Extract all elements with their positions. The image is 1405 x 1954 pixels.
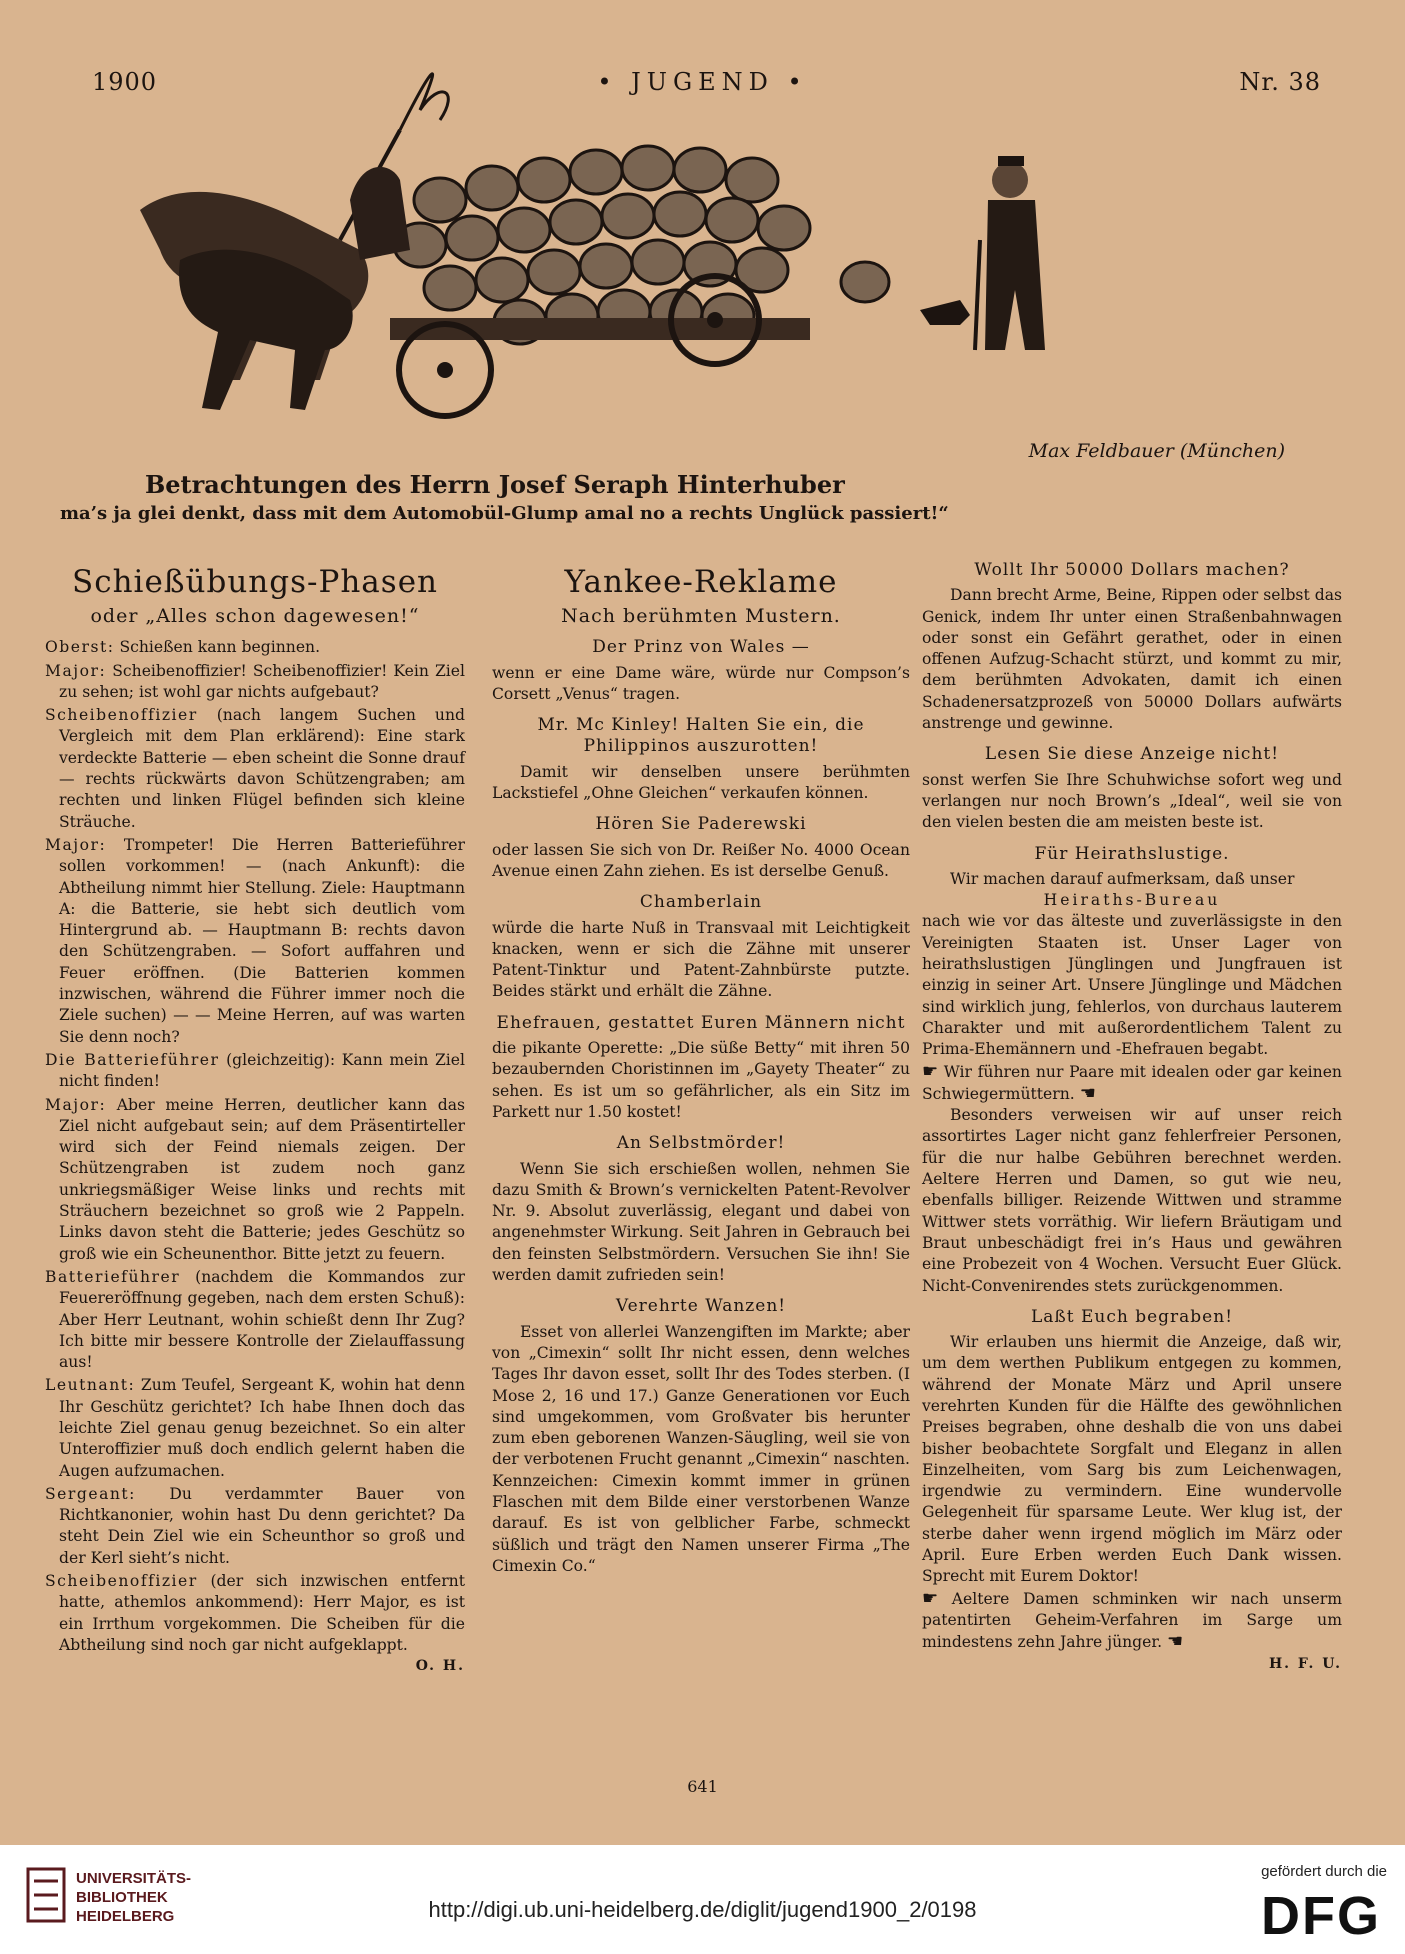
column-schiessuebung [45,560,465,1678]
ad-text: Besonders verweisen wir auf unser reich assortirtes Lager nicht ganz fehlerfreier Personen, für die nur halbe Gebühren berechnet werden. Aeltere Herren und Damen, so gut wie neu, ebenfalls billiger. Reizende Wittwen und stramme Wittwer stets vorräthig. Wir liefern Bräutigam und Braut unbeschädigt frei in’s Haus und gewähren eine Probezeit von 4 Wochen. Versucht Euer Glück. Nicht-Convenirendes stets zurückgenommen. [922,1106,1342,1295]
issue-year: 1900 [92,68,158,96]
ad-text: Wir erlauben uns hiermit die Anzeige, daß wir, um dem werthen Publikum entgegen zu kommen, während der Monate März und April unsere verehrten Kunden für die Hälfte des gewöhnlichen Preises begraben, ohne deshalb die von uns dabei bisher beobachtete Sorgfalt und Eleganz in allen Einzelheiten, vom Sarg bis zum Leichenwagen, irgendwie zu vermindern. Eine wundervolle Gelegenheit für sparsame Leute. Wer klug ist, der sterbe daher wenn irgend möglich im März oder April. Eure Erben werden Euch Dank wissen. Sprecht mit Eurem Doktor! [922,1333,1342,1586]
dialogue-line: Oberst: Schießen kann beginnen. [45,638,321,657]
page-number: 641 [687,1777,718,1796]
institution-name: UNIVERSITÄTS- BIBLIOTHEK HEIDELBERG [76,1870,192,1925]
ad-heading: Chamberlain [639,892,763,913]
pointing-hand-icon: ☚ [1079,1082,1096,1104]
dialogue-line: Major: Scheibenoffizier! Scheibenoffizier! Kein Ziel zu sehen; ist wohl gar nichts aufgebaut? [45,661,465,701]
pointing-hand-icon: ☚ [1167,1631,1184,1653]
author-signature: O. H. [415,1658,465,1675]
column-anzeigen [922,560,1342,1675]
column-yankee-reklame [492,560,910,1577]
caption-title: Betrachtungen des Herrn Josef Seraph Hinterhuber [145,470,845,499]
dialogue-line: Leutnant: Zum Teufel, Sergeant K, wohin hat denn Ihr Geschütz gerichtet? Ich habe Ihnen doch das leichte Ziel genau genug bezeichnet. So ein alter Unteroffizier muß doch endlich gelernt haben die Augen aufzumachen. [45,1376,465,1480]
ad-text: Dann brecht Arme, Beine, Rippen oder selbst das Genick, indem Ihr unter einen Straßenbahnwagen oder sonst ein Gefährt gerathet, oder in einen offenen Aufzug-Schacht stürzt, und kommt zu mir, dem berühmten Advokaten, damit ich einen Schadenersatzprozeß von 50000 Dollars aufwärts anstrenge und gewinne. [922,586,1342,733]
ad-text: wenn er eine Dame wäre, würde nur Compson’s Corsett „Venus“ tragen. [492,663,910,703]
ad-heading: Für Heirathslustige. [1034,843,1230,864]
article-subtitle: oder „Alles schon dagewesen!“ [90,605,420,627]
ad-text: Wir machen darauf aufmerksam, daß unser [950,869,1295,888]
ad-text: sonst werfen Sie Ihre Schuhwichse sofort weg und verlangen nur noch Brown’s „Ideal“, weil sie von den vielen besten die am meisten beste ist. [922,770,1342,832]
ad-text: würde die harte Nuß in Transvaal mit Leichtigkeit knacken, wenn er sich die Zähne mit unserer Patent-Tinktur und Patent-Zahnbürste putzte. Beides stärkt und erhält die Zähne. [492,918,910,1001]
dialogue-line: Major: Aber meine Herren, deutlicher kann das Ziel nicht aufgebaut sein; auf dem Präsentirteller wird sich der Feind niemals zeigen. Der Schützengraben ist zudem noch ganz unkriegsmäßiger Weise links und rechts mit Sträuchern bezeichnet so groß wie 2 Pappeln. Links davon steht die Batterie; jedes Geschütz so groß wie ein Scheunenthor. Bitte jetzt zu feuern. [45,1095,465,1263]
ad-text: oder lassen Sie sich von Dr. Reißer No. 4000 Ocean Avenue einen Zahn ziehen. Es ist derselbe Genuß. [492,840,910,880]
ad-text: Esset von allerlei Wanzengiften im Markte; aber von „Cimexin“ sollt Ihr nicht essen, denn welches Tages Ihr davon esset, sollt Ihr des Todes sterben. (I Mose 2, 16 und 17.) Ganze Generationen vor Euch sind umgekommen, vom Großvater bis herunter zum eben geborenen Wanzen-Säugling, weil sie von der verbotenen Frucht genannt „Cimexin“ naschten. Kennzeichen: Cimexin kommt immer in grünen Flaschen mit dem Bilde einer verstorbenen Wanze darauf. Es ist von gelblicher Farbe, schmeckt süßlich und trägt den Namen unserer Firma „The Cimexin Co.“ [492,1322,910,1575]
ad-heading: Ehefrauen, gestattet Euren Männern nicht [496,1012,906,1033]
ad-note: ☛ Aeltere Damen schminken wir nach unserm patentirten Geheim-Verfahren im Sarge um mindestens zehn Jahre jünger. ☚ [922,1587,1342,1653]
ad-heading: Hören Sie Paderewski [595,814,807,835]
ad-heading: Laßt Euch begraben! [1030,1306,1234,1327]
ad-heading: An Selbstmörder! [616,1133,786,1154]
dialogue-line: Scheibenoffizier (der sich inzwischen entfernt hatte, athemlos ankommend): Herr Major, es ist ein Irrthum vorgekommen. Die Scheiben für die Abtheilung sind noch gar nicht aufgeklappt. [45,1572,465,1654]
footer-bar [0,1845,1405,1954]
ad-heading: Mr. Mc Kinley! Halten Sie ein, die Philippinos auszurotten! [537,715,865,757]
ad-text: Wenn Sie sich erschießen wollen, nehmen Sie dazu Smith & Brown’s vernickelten Patent-Revolver Nr. 9. Absolut zuverlässig, elegant und dabei von angenehmster Wirkung. Seit Jahren in Gebrauch bei den feinsten Selbstmördern. Versuchen Sie ihn! Sie werden damit zufrieden sein! [492,1159,910,1285]
ad-heading: Der Prinz von Wales — [592,637,810,658]
ad-text: Damit wir denselben unsere berühmten Lackstiefel „Ohne Gleichen“ verkaufen können. [492,762,910,803]
ad-heading: Lesen Sie diese Anzeige nicht! [984,744,1280,765]
dialogue-line: Die Batterieführer (gleichzeitig): Kann mein Ziel nicht finden! [45,1050,465,1091]
beer-wagon-illustration [100,50,1310,460]
artist-credit: Max Feldbauer (München) [1028,440,1285,462]
ad-text: die pikante Operette: „Die süße Betty“ mit ihren 50 bezaubernden Choristinnen im „Gayety Theater“ zu sehen. Es ist um so gefährlicher, als ein Sitz im Parkett nur 1.50 kostet! [492,1039,910,1121]
pointing-hand-icon: ☛ [922,1587,939,1609]
article-subtitle: Nach berühmten Mustern. [561,605,841,627]
magazine-title: • JUGEND • [597,68,808,96]
issue-number: Nr. 38 [1239,68,1321,96]
bureau-title: Heiraths-Bureau [1043,891,1221,910]
article-title: Yankee-Reklame [564,564,838,600]
funder-text: gefördert durch die [1261,1863,1387,1880]
source-url[interactable]: http://digi.ub.uni-heidelberg.de/diglit/jugend1900_2/0198 [428,1897,977,1922]
dialogue-line: Scheibenoffizier (nach langem Suchen und Vergleich mit dem Plan erklärend): Eine stark verdeckte Batterie — eben scheint die Sonne drauf — rechts rückwärts davon Schützengraben; am rechten und linken Flügel befinden sich kleine Sträuche. [45,706,465,831]
ad-heading: Verehrte Wanzen! [615,1296,787,1317]
dfg-logo: DFG [1261,1886,1381,1946]
ad-note: ☛ Wir führen nur Paare mit idealen oder gar keinen Schwiegermüttern. ☚ [922,1060,1342,1104]
article-title: Schießübungs-Phasen [71,564,439,600]
ad-heading: Wollt Ihr 50000 Dollars machen? [974,560,1290,580]
dialogue-line: Batterieführer (nachdem die Kommandos zur Feuereröffnung gegeben, nach dem ersten Schuß): Aber Herr Leutnant, wohin schießt denn Ihr Zug? Ich bitte mir bessere Kontrolle der Zielauffassung aus! [45,1267,465,1372]
author-signature: H. F. U. [1268,1655,1342,1672]
ad-text: nach wie vor das älteste und zuverlässigste in den Vereinigten Staaten ist. Unser Lager von heirathslustigen Jünglingen und Jungfrauen ist einzig in seiner Art. Unsere Jünglinge und Mädchen sind wirklich jung, fehlerlos, von durchaus lauterem Charakter und mit außerordentlichem Talent zu Prima-Ehemännern und -Ehefrauen begabt. [922,912,1342,1059]
pointing-hand-icon: ☛ [922,1060,939,1082]
dialogue-line: Major: Trompeter! Die Herren Batterieführer sollen vorkommen! — (nach Ankunft): die Abtheilung nimmt hier Stellung. Ziele: Hauptmann A: die Batterie, sie hebt sich deutlich vom Hintergrund ab. — Hauptmann B: rechts davon den Schützengraben. — Sofort auffahren und Feuer eröffnen. (Die Batterien kommen inzwischen, während die Führer immer noch die Ziele suchen) — — Meine Herren, auf was warten Sie denn noch? [45,835,465,1046]
dialogue-line: Sergeant: Du verdammter Bauer von Richtkanonier, wohin hast Du denn gerichtet? Da steht Dein Ziel wie ein Scheunthor so groß und der Kerl sieht’s nicht. [45,1484,465,1567]
caption-quote: ma’s ja glei denkt, dass mit dem Automobül-Glump amal no a rechts Unglück passiert!“ [60,503,949,524]
